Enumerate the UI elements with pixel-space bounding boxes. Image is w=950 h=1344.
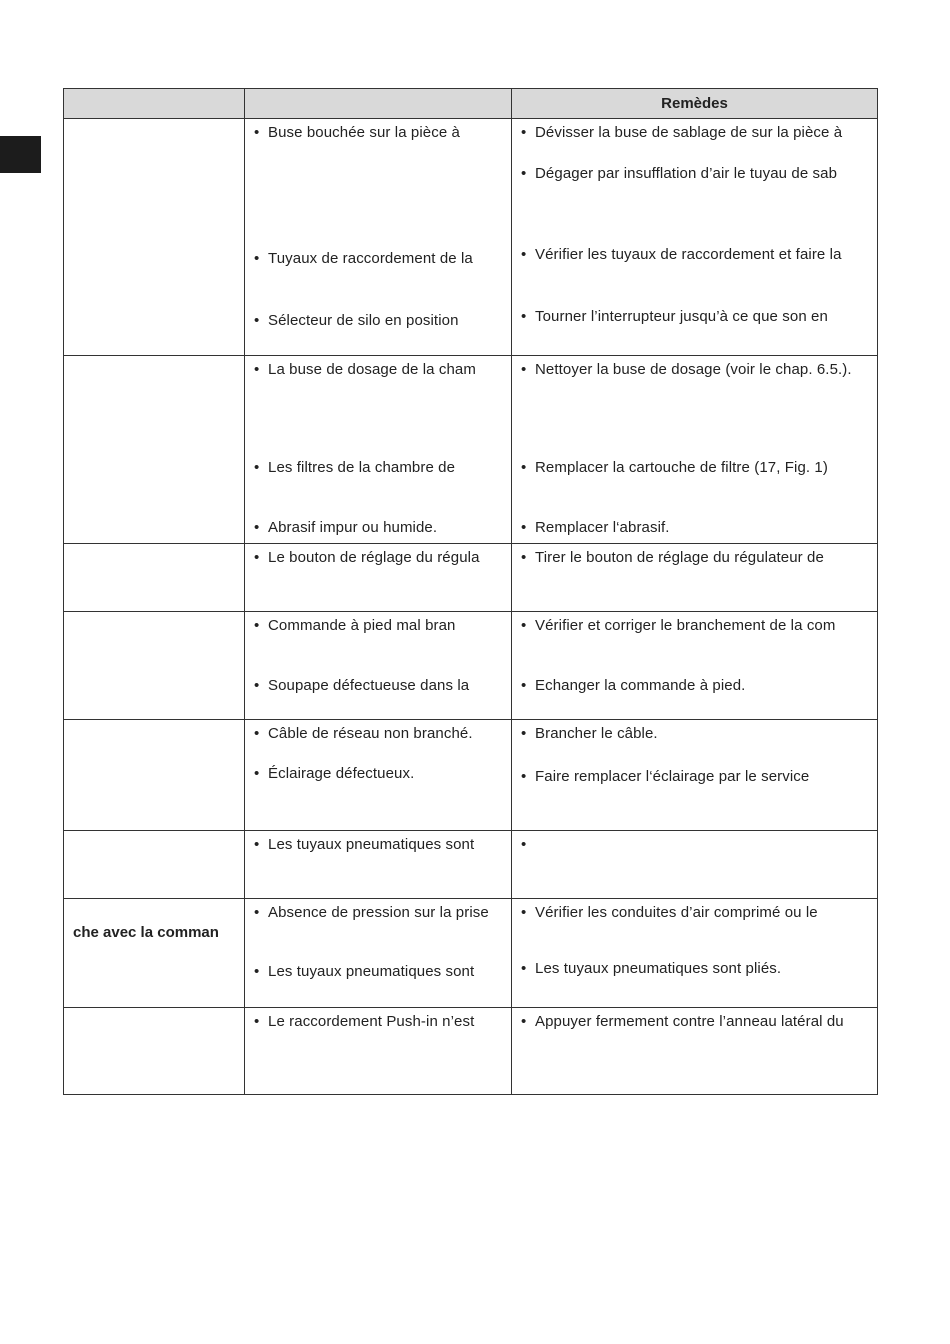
- remedy-item: • Echanger la commande à pied.: [521, 677, 746, 694]
- remedy-cell: [512, 720, 878, 831]
- fault-cell: [64, 1008, 245, 1095]
- remedy-item: • Vérifier les conduites d’air comprimé ou le: [521, 904, 818, 921]
- table-header-row: [64, 89, 878, 119]
- table-row: [64, 544, 878, 612]
- remedy-item: • Brancher le câble.: [521, 725, 658, 742]
- fault-cell: [64, 899, 245, 1008]
- cause-item: • Abrasif impur ou humide.: [254, 519, 438, 536]
- cause-item: • Absence de pression sur la prise: [254, 904, 489, 921]
- remedy-item: • Dévisser la buse de sablage de sur la pièce à: [521, 124, 843, 141]
- remedy-cell: [512, 612, 878, 720]
- table-row: [64, 612, 878, 720]
- remedy-item: • Nettoyer la buse de dosage (voir le chap. 6.5.).: [521, 361, 852, 378]
- cause-cell: [245, 1008, 512, 1095]
- troubleshooting-table: [63, 88, 878, 1095]
- cause-item: • Les tuyaux pneumatiques sont: [254, 963, 475, 980]
- cause-cell: [245, 544, 512, 612]
- header-cause: [245, 89, 512, 119]
- remedy-cell: [512, 899, 878, 1008]
- remedy-cell: [512, 831, 878, 899]
- cause-cell: [245, 831, 512, 899]
- cause-item: • Câble de réseau non branché.: [254, 725, 473, 742]
- cause-item: • Les filtres de la chambre de: [254, 459, 456, 476]
- fault-label: che avec la comman: [73, 924, 219, 941]
- fault-cell: [64, 831, 245, 899]
- table-row: [64, 1008, 878, 1095]
- remedy-item: • Remplacer l‘abrasif.: [521, 519, 670, 536]
- remedy-cell: [512, 356, 878, 544]
- table-row: [64, 720, 878, 831]
- remedy-item: •: [521, 836, 527, 853]
- fault-cell: [64, 544, 245, 612]
- cause-item: • Soupape défectueuse dans la: [254, 677, 470, 694]
- cause-item: • Sélecteur de silo en position: [254, 312, 459, 329]
- cause-item: • Les tuyaux pneumatiques sont: [254, 836, 475, 853]
- cause-cell: [245, 612, 512, 720]
- cause-cell: [245, 899, 512, 1008]
- cause-item: • Tuyaux de raccordement de la: [254, 250, 473, 267]
- fault-cell: [64, 119, 245, 356]
- cause-cell: [245, 119, 512, 356]
- remedy-cell: [512, 119, 878, 356]
- cause-cell: [245, 720, 512, 831]
- remedy-item: • Tirer le bouton de réglage du régulateur de: [521, 549, 824, 566]
- cause-item: • Le bouton de réglage du régula: [254, 549, 480, 566]
- fault-cell: [64, 356, 245, 544]
- remedy-item: • Tourner l’interrupteur jusqu’à ce que son en: [521, 308, 828, 325]
- remedy-cell: [512, 1008, 878, 1095]
- remedy-item: • Appuyer fermement contre l’anneau latéral du: [521, 1013, 844, 1030]
- remedy-item: • Les tuyaux pneumatiques sont pliés.: [521, 960, 782, 977]
- header-remedies: Remèdes: [512, 89, 878, 119]
- header-fault: [64, 89, 245, 119]
- remedy-item: • Vérifier les tuyaux de raccordement et faire la: [521, 246, 842, 263]
- remedy-cell: [512, 544, 878, 612]
- table-row: [64, 119, 878, 356]
- table-row: [64, 899, 878, 1008]
- cause-item: • Commande à pied mal bran: [254, 617, 456, 634]
- cause-item: • Le raccordement Push-in n’est: [254, 1013, 475, 1030]
- cause-item: • Buse bouchée sur la pièce à: [254, 124, 460, 141]
- table-row: [64, 831, 878, 899]
- remedy-item: • Vérifier et corriger le branchement de la com: [521, 617, 836, 634]
- remedy-item: • Dégager par insufflation d’air le tuyau de sab: [521, 165, 838, 182]
- fault-cell: [64, 612, 245, 720]
- remedy-item: • Faire remplacer l‘éclairage par le service: [521, 768, 810, 785]
- remedy-item: • Remplacer la cartouche de filtre (17, Fig. 1): [521, 459, 828, 476]
- table-row: [64, 356, 878, 544]
- cause-cell: [245, 356, 512, 544]
- fault-cell: [64, 720, 245, 831]
- section-tab-marker: [0, 136, 41, 173]
- cause-item: • La buse de dosage de la cham: [254, 361, 476, 378]
- cause-item: • Éclairage défectueux.: [254, 765, 415, 782]
